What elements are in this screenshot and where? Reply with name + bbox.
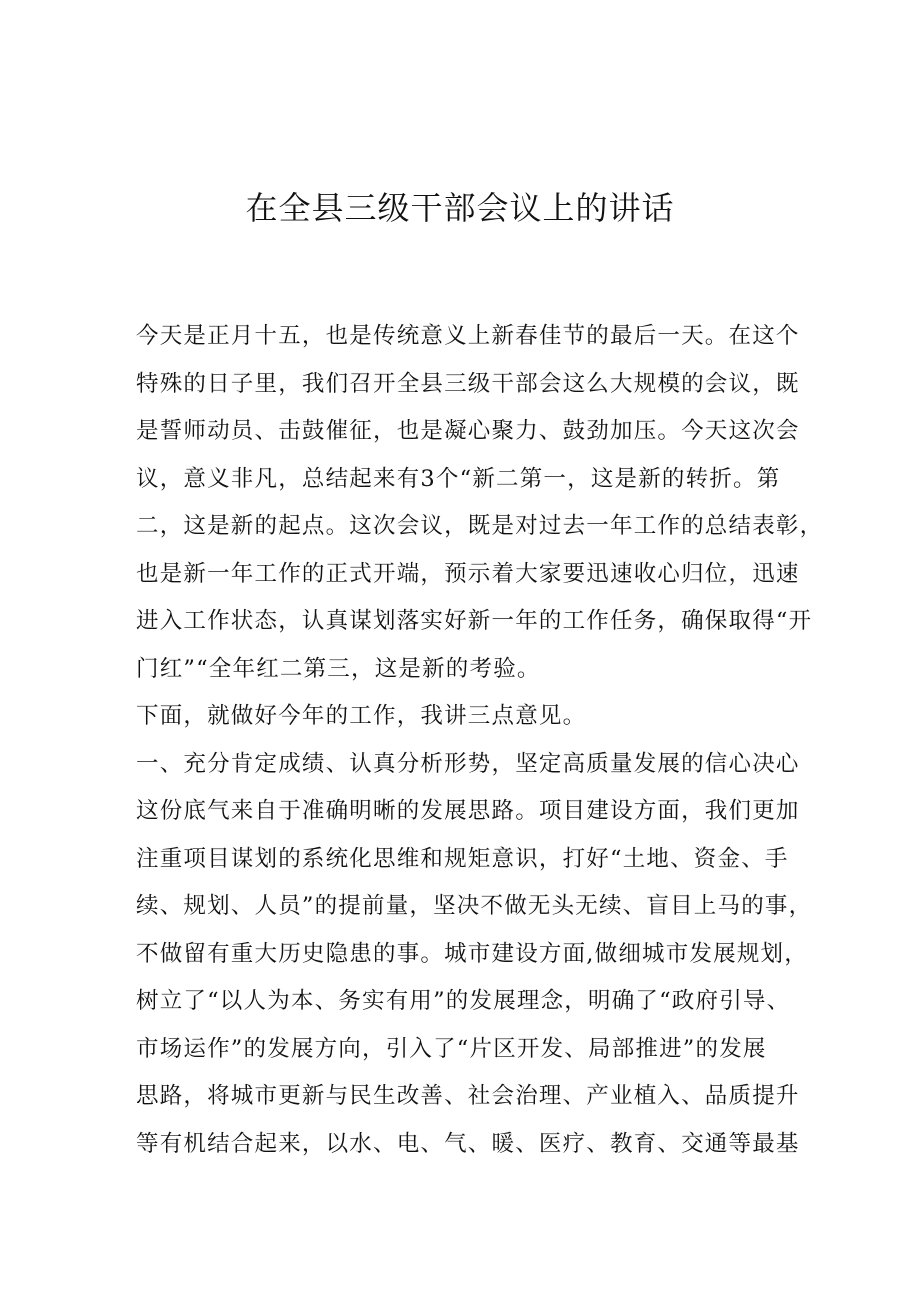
- section-heading: 一、充分肯定成绩、认真分析形势，坚定高质量发展的信心决心: [136, 750, 800, 777]
- body-line: 门红”“全年红二第三，这是新的考验。: [136, 655, 541, 682]
- document-body: [136, 313, 824, 1168]
- document-title: 在全县三级干部会议上的讲话: [245, 189, 675, 227]
- body-line: 树立了“以人为本、务实有用”的发展理念，明确了“政府引导、: [136, 988, 791, 1014]
- body-line: 进入工作状态，认真谋划落实好新一年的工作任务，确保取得“开: [136, 608, 813, 634]
- body-line: 今天是正月十五，也是传统意义上新春佳节的最后一天。在这个: [136, 323, 800, 349]
- body-line: 续、规划、人员”的提前量，坚决不做无头无续、盲目上马的事，: [136, 893, 813, 919]
- body-line: 议，意义非凡，总结起来有3个“新二第一，这是新的转折。第: [136, 465, 781, 492]
- body-line: 二，这是新的起点。这次会议，既是对过去一年工作的总结表彰，: [136, 513, 824, 539]
- body-line: 这份底气来自于准确明晰的发展思路。项目建设方面，我们更加: [136, 798, 800, 824]
- body-line: 下面，就做好今年的工作，我讲三点意见。: [136, 703, 587, 729]
- body-line: 市场运作”的发展方向，引入了“片区开发、局部推进”的发展: [136, 1035, 767, 1062]
- body-line: 也是新一年工作的正式开端，预示着大家要迅速收心归位，迅速: [136, 560, 800, 587]
- body-line: 注重项目谋划的系统化思维和规矩意识，打好“土地、资金、手: [136, 845, 789, 872]
- body-line: 等有机结合起来，以水、电、气、暖、医疗、教育、交通等最基: [136, 1130, 800, 1157]
- body-line: 特殊的日子里，我们召开全县三级干部会这么大规模的会议，既: [136, 370, 800, 397]
- body-line: 不做留有重大历史隐患的事。城市建设方面,做细城市发展规划，: [136, 940, 808, 967]
- body-line: 是誓师动员、击鼓催征，也是凝心聚力、鼓劲加压。今天这次会: [136, 418, 800, 444]
- body-line: 思路，将城市更新与民生改善、社会治理、产业植入、品质提升: [136, 1083, 800, 1109]
